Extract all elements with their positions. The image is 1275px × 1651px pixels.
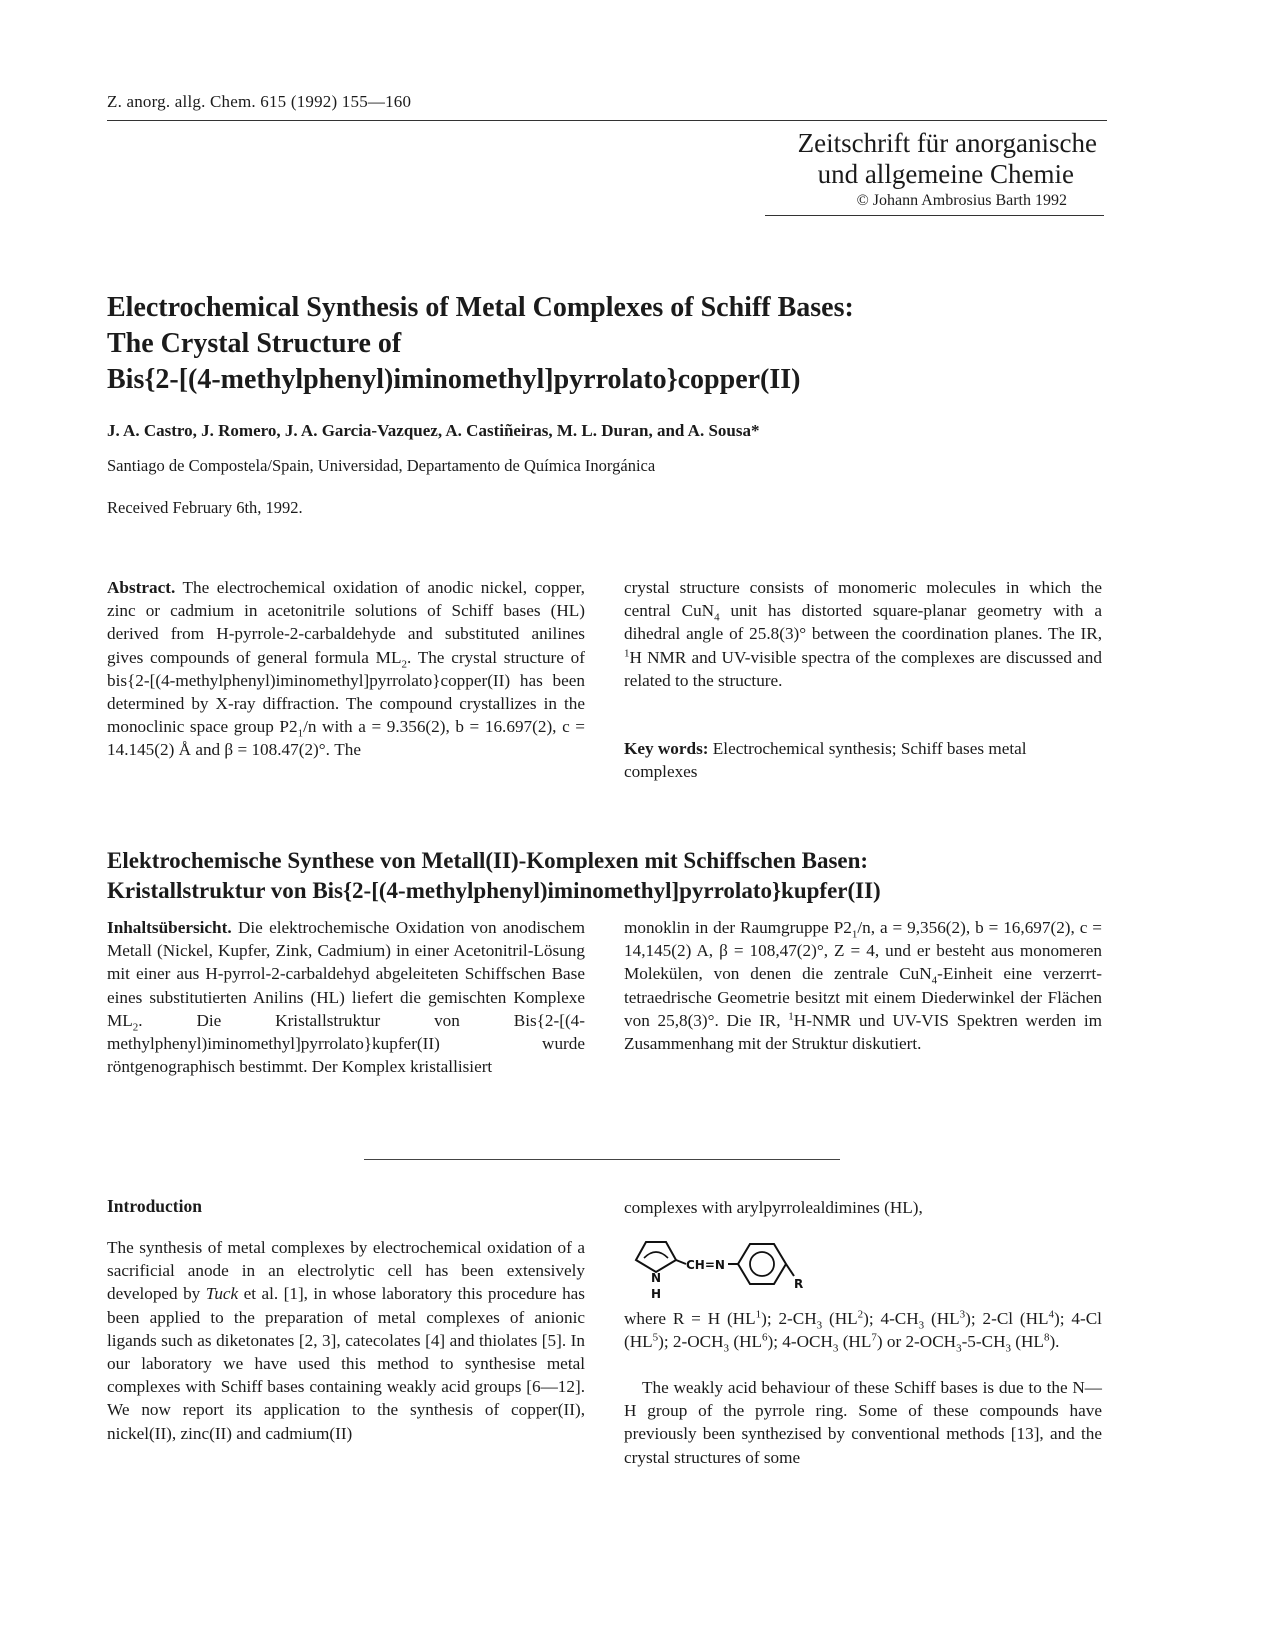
author-list: J. A. Castro, J. Romero, J. A. Garcia-Vazquez, A. Castiñeiras, M. L. Duran, and A. Sousa* <box>107 421 760 440</box>
substituent-segment: 5 <box>652 1331 659 1344</box>
title-line-3: Bis{2-[(4-methylphenyl)iminomethyl]pyrrolato}copper(II) <box>107 364 801 395</box>
german-sub-2: 1 <box>851 928 858 941</box>
masthead-line-2: und allgemeine Chemie <box>817 159 1074 189</box>
abstract-sub-1: 2 <box>401 658 407 671</box>
substituent-segment: 3 <box>723 1342 730 1355</box>
abstract-text-3: /n with a = 9.356(2), b = 16.697(2), c = 14.145(2) Å and β = 108.47(2)°. The <box>107 717 585 760</box>
intro-text-2: et al. [1], in whose laboratory this procedure has been applied to the preparation of metal complexes of anionic ligands such as diketonates [2, 3], catecolates [4] and thiolates [5]. In our laboratory we have used this method to synthesise metal complexes with Schiff bases containing weakly acid groups [6—12]. We now report its application to the synthesis of copper(II), nickel(II), zinc(II) and cadmium(II) <box>107 1284 585 1443</box>
introduction-right-text: The weakly acid behaviour of these Schiff bases is due to the N—H group of the pyrrole ring. Some of these compounds have previously been synthezised by conventional methods [13], and the crystal structures of some <box>624 1378 1102 1467</box>
substituent-segment: 1 <box>755 1308 762 1321</box>
abstract-text-5: unit has distorted square-planar geometry with a dihedral angle of 25.8(3)° between the coordination planes. The IR, <box>624 601 1102 644</box>
section-divider <box>364 1159 840 1160</box>
german-abstract-label: Inhaltsübersicht. <box>107 918 232 937</box>
substituent-segment: 3 <box>918 1319 925 1332</box>
introduction-left-text <box>107 1236 585 1445</box>
masthead-line-1: Zeitschrift für anorganische <box>797 128 1097 158</box>
schiff-base-structure <box>624 1226 824 1306</box>
substituent-segment: 3 <box>1005 1342 1011 1355</box>
german-sub-3: 4 <box>931 974 938 987</box>
phenyl-aromatic-circle <box>750 1252 774 1276</box>
abstract-text-1: The electrochemical oxidation of anodic nickel, copper, zinc or cadmium in acetonitrile solutions of Schiff bases (HL) derived from H-pyrrole-2-carbaldehyde and substituted anilines gives compounds of general formula ML <box>107 578 585 667</box>
substituent-segment: 8 <box>1043 1331 1050 1344</box>
german-title <box>107 846 1107 906</box>
abstract-sub-2: 1 <box>297 727 304 740</box>
masthead-copyright: © Johann Ambrosius Barth 1992 <box>856 192 1067 209</box>
substituent-segment: (HL <box>822 1309 858 1328</box>
abstract-text-4: crystal structure consists of monomeric molecules in which the central CuN <box>624 578 1102 621</box>
german-text-5: -Einheit eine verzerrt-tetraedrische Geometrie besitzt mit einem Diederwinkel der Flächen von 25,8(3)°. Die IR, <box>624 964 1103 1030</box>
substituent-segment: (HL <box>838 1332 872 1352</box>
abstract-right-column <box>624 576 1102 692</box>
german-text-1: Die elektrochemische Oxidation von anodischem Metall (Nickel, Kupfer, Zink, Cadmium) in einer Acetonitril-Lösung mit einer aus H-pyrrol-2-carbaldehyd abgeleiteten Schiffschen Base eines substitutierten Anilins (HL) liefert die gemischten Komplexe ML <box>107 918 586 1030</box>
keywords-label: Key words: <box>624 739 709 758</box>
substituent-segment: ). <box>1049 1332 1060 1352</box>
substituent-segment: ); 2-OCH <box>658 1332 724 1352</box>
journal-masthead <box>665 128 1105 212</box>
substituent-segment: (HL <box>1011 1332 1044 1352</box>
substituent-list <box>624 1307 1102 1353</box>
substituent-segment: ); 4-OCH <box>767 1332 833 1352</box>
introduction-right-top: complexes with arylpyrrolealdimines (HL), <box>624 1198 923 1217</box>
substituent-segment: -5-CH <box>961 1332 1006 1352</box>
abstract-text-6: H NMR and UV-visible spectra of the complexes are discussed and related to the structure. <box>624 647 1102 690</box>
intro-text-1: The synthesis of metal complexes by electrochemical oxidation of a sacrificial anode in an electrolytic cell has been extensively developed by <box>107 1238 585 1304</box>
german-text-6: H-NMR und UV-VIS Spektren werden im Zusammenhang mit der Struktur diskutiert. <box>624 1010 1103 1054</box>
header-rule <box>107 120 1107 121</box>
title-line-1: Electrochemical Synthesis of Metal Complexes of Schiff Bases: <box>107 292 854 323</box>
received-date: Received February 6th, 1992. <box>107 498 303 517</box>
phenyl-ring <box>738 1244 786 1284</box>
substituent-r-label: R <box>794 1277 804 1291</box>
substituent-segment: ) or 2-OCH <box>876 1332 957 1352</box>
german-abstract-right <box>624 916 1102 1055</box>
journal-citation: Z. anorg. allg. Chem. 615 (1992) 155—160 <box>107 92 412 111</box>
paper-title <box>107 290 1007 398</box>
linker-label: CH=N <box>686 1258 725 1272</box>
substituent-segment: 3 <box>816 1319 823 1332</box>
substituent-segment: 6 <box>761 1331 768 1344</box>
substituent-segment: 3 <box>956 1342 962 1355</box>
pyrrole-inner-arc <box>644 1252 668 1258</box>
abstract-sub-3: 4 <box>714 611 720 624</box>
pyrrole-h-label: H <box>651 1287 662 1301</box>
affiliation: Santiago de Compostela/Spain, Universidad, Departamento de Química Inorgánica <box>107 456 656 475</box>
keywords <box>624 737 1102 783</box>
introduction-heading: Introduction <box>107 1196 202 1216</box>
substituent-segment: (HL <box>729 1332 762 1352</box>
title-line-2: The Crystal Structure of <box>107 328 402 359</box>
substituent-segment: where R = H (HL <box>624 1309 756 1328</box>
substituent-segment: ); 4-Cl (HL <box>624 1309 1102 1352</box>
german-text-4: /n, a = 9,356(2), b = 16,697(2), c = 14,145(2) A, β = 108,47(2)°, Z = 4, und er besteht aus monomeren Molekülen, von denen die zentrale CuN <box>624 918 1102 984</box>
german-sub-1: 2 <box>132 1021 139 1034</box>
abstract-left-column <box>107 576 585 762</box>
masthead-rule <box>765 215 1104 216</box>
pyrrole-n-label: N <box>651 1271 662 1285</box>
keywords-text: Electrochemical synthesis; Schiff bases metal complexes <box>624 739 1027 782</box>
german-title-line-1: Elektrochemische Synthese von Metall(II)-Komplexen mit Schiffschen Basen: <box>107 848 869 873</box>
substituent-segment: 7 <box>871 1331 877 1344</box>
german-text-3: monoklin in der Raumgruppe P2 <box>624 918 852 937</box>
pyrrole-ring <box>636 1242 676 1272</box>
substituent-segment: ); 2-CH <box>761 1309 817 1328</box>
bond-phenyl-r <box>786 1264 794 1276</box>
substituent-segment: ); 4-CH <box>863 1309 919 1328</box>
substituent-segment: 4 <box>1048 1308 1055 1321</box>
abstract-label: Abstract. <box>107 578 176 597</box>
german-title-line-2: Kristallstruktur von Bis{2-[(4-methylphenyl)iminomethyl]pyrrolato}kupfer(II) <box>107 878 881 903</box>
german-sup-1: 1 <box>788 1010 794 1023</box>
substituent-segment: 3 <box>959 1308 966 1321</box>
abstract-sup-1: 1 <box>624 646 630 659</box>
substituent-segment: 2 <box>857 1308 864 1321</box>
german-abstract-left <box>107 916 585 1078</box>
intro-author-italic: Tuck <box>205 1284 239 1304</box>
abstract-text-2: . The crystal structure of bis{2-[(4-methylphenyl)iminomethyl]pyrrolato}copper(II) has been determined by X-ray diffraction. The compound crystallizes in the monoclinic space group P2 <box>107 647 585 737</box>
substituent-segment: 3 <box>832 1342 839 1355</box>
substituent-segment: (HL <box>924 1309 960 1328</box>
substituent-segment: ); 2-Cl (HL <box>965 1309 1049 1328</box>
german-text-2: . Die Kristallstruktur von Bis{2-[(4-methylphenyl)iminomethyl]pyrrolato}kupfer(II) wurde röntgenographisch bestimmt. Der Komplex kristallisiert <box>107 1010 585 1077</box>
bond-ring-linker <box>676 1260 686 1264</box>
